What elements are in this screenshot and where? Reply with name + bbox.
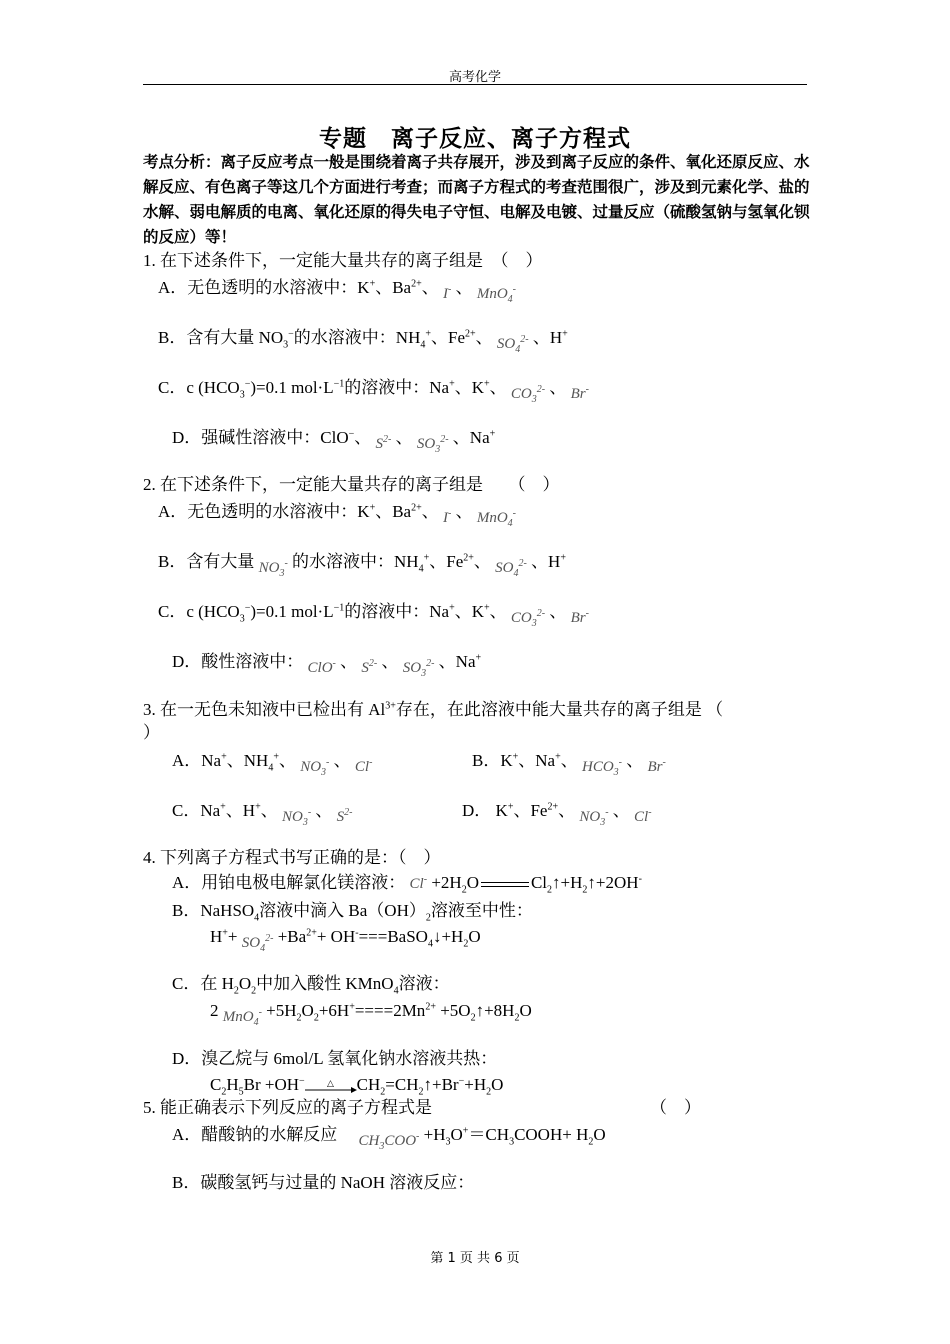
q1-option-c: C．c $(HCO_3^-)=0.1$ $mol\cdot L^{-1}$的溶液中：Na+、K+、 $CO_3^{2-}$ 、 Br- (158, 378, 589, 405)
q4-option-d-equation: $C_2H_5Br +OH^-$ △ $CH_2=CH_2↑+Br^-+H_2O$ (210, 1075, 504, 1098)
svg-text:△: △ (326, 1079, 334, 1090)
q5-option-b: B．碳酸氢钙与过量的 NaOH 溶液反应： (172, 1173, 475, 1192)
q1-option-a: A．无色透明的水溶液中：K+、$Ba^{2+}$、 I- 、 MnO$_4$- (158, 278, 516, 305)
q4-option-c: C．在 $H_2O_2$中加入酸性 KMnO$_4$溶液： (172, 974, 450, 997)
q1-option-d: D．强碱性溶液中：ClO−、 $S^{2-}$ 、 $SO_3^{2-}$ 、Na+ (172, 428, 496, 455)
q2-option-a: A．无色透明的水溶液中：K+、$Ba^{2+}$、 I- 、 MnO$_4$- (158, 502, 516, 529)
heat-arrow-icon (305, 1079, 357, 1093)
analysis-paragraph: 考点分析：离子反应考点一般是围绕着离子共存展开，涉及到离子反应的条件、氧化还原反应、水解反应、有色离子等这几个方面进行考查；而离子方程式的考查范围很广，涉及到元素化学、盐的水解、弱电解质的电离、氧化还原的得失电子守恒、电解及电镀、过量反应（硫酸氢钠与氢氧化钡的反应）等！ (143, 153, 810, 246)
q2-option-b: B．含有大量 $NO_3^-$ 的水溶液中：$NH_4^+$、$Fe^{2+}$、 $SO_4^{2-}$ 、H+ (158, 552, 566, 579)
q4-option-a: A．用铂电极电解氯化镁溶液： $Cl^- +2H_2O$ $Cl_2↑+H_2↑+2OH^-$ (172, 873, 642, 896)
q5-answer-paren: （ ） (650, 1098, 701, 1117)
header-divider (143, 84, 807, 85)
q3-option-a: A．Na+、$NH_4^+$、 $NO_3^-$ 、 Cl- (172, 751, 373, 778)
page-footer: 第 1 页 共 6 页 (430, 1251, 520, 1266)
q4-option-d: D．溴乙烷与 6mol/L 氢氧化钠水溶液共热： (172, 1049, 498, 1068)
q3-option-c: C．Na+、H+、 $NO_3^-$ 、 $S^{2-}$ (172, 801, 353, 828)
q3-stem-close: ） (143, 723, 160, 742)
q5-option-a: A．醋酸钠的水解反应 $CH_3COO^-$ $+H_3O^+=CH_3COOH+ H_2O$ (172, 1125, 606, 1152)
q2-option-c: C．c $(HCO_3^-)=0.1$ $mol\cdot L^{-1}$的溶液中：Na+、K+、 $CO_3^{2-}$ 、 Br- (158, 602, 589, 629)
q4-option-b: B．NaHSO$_4$溶液中滴入 $Ba(OH)_2$溶液至中性： (172, 901, 533, 924)
q5-stem: 5. 能正确表示下列反应的离子方程式是 (143, 1098, 432, 1117)
q4-option-b-equation: $H^++ SO_4^{2-} +Ba^{2+}+$ $OH^-===BaSO_4↓+H_2O$ (210, 927, 481, 954)
q4-stem: 4. 下列离子方程式书写正确的是：（ ） (143, 848, 441, 867)
q2-option-d: D．酸性溶液中： ClO- 、 $S^{2-}$ 、 $SO_3^{2-}$ 、Na+ (172, 652, 482, 679)
q1-stem: 1. 在下述条件下，一定能大量共存的离子组是 （ ） (143, 251, 543, 270)
q1-option-b: B．含有大量 $NO_3^-$的水溶液中：$NH_4^+$、$Fe^{2+}$、 $SO_4^{2-}$ 、H+ (158, 328, 568, 355)
q3-stem: 3. 在一无色未知液中已检出有 $Al^{3+}$存在，在此溶液中能大量共存的离子组是 （ (143, 700, 724, 719)
q3-option-d: D． K+、$Fe^{2+}$、 $NO_3^-$ 、 Cl- (462, 801, 652, 828)
q4-option-c-equation: 2 $MnO_4^- +5H_2O_2+6H^+====2Mn^{2+}$ $+5O_2↑+8H_2O$ (210, 1001, 532, 1028)
page-header: 高考化学 (448, 70, 501, 85)
q3-option-b: B．K+、Na+、 $HCO_3^-$ 、 Br- (472, 751, 666, 778)
document-title: 专题 离子反应、离子方程式 (319, 126, 631, 152)
q2-stem: 2. 在下述条件下，一定能大量共存的离子组是 （ ） (143, 475, 560, 494)
